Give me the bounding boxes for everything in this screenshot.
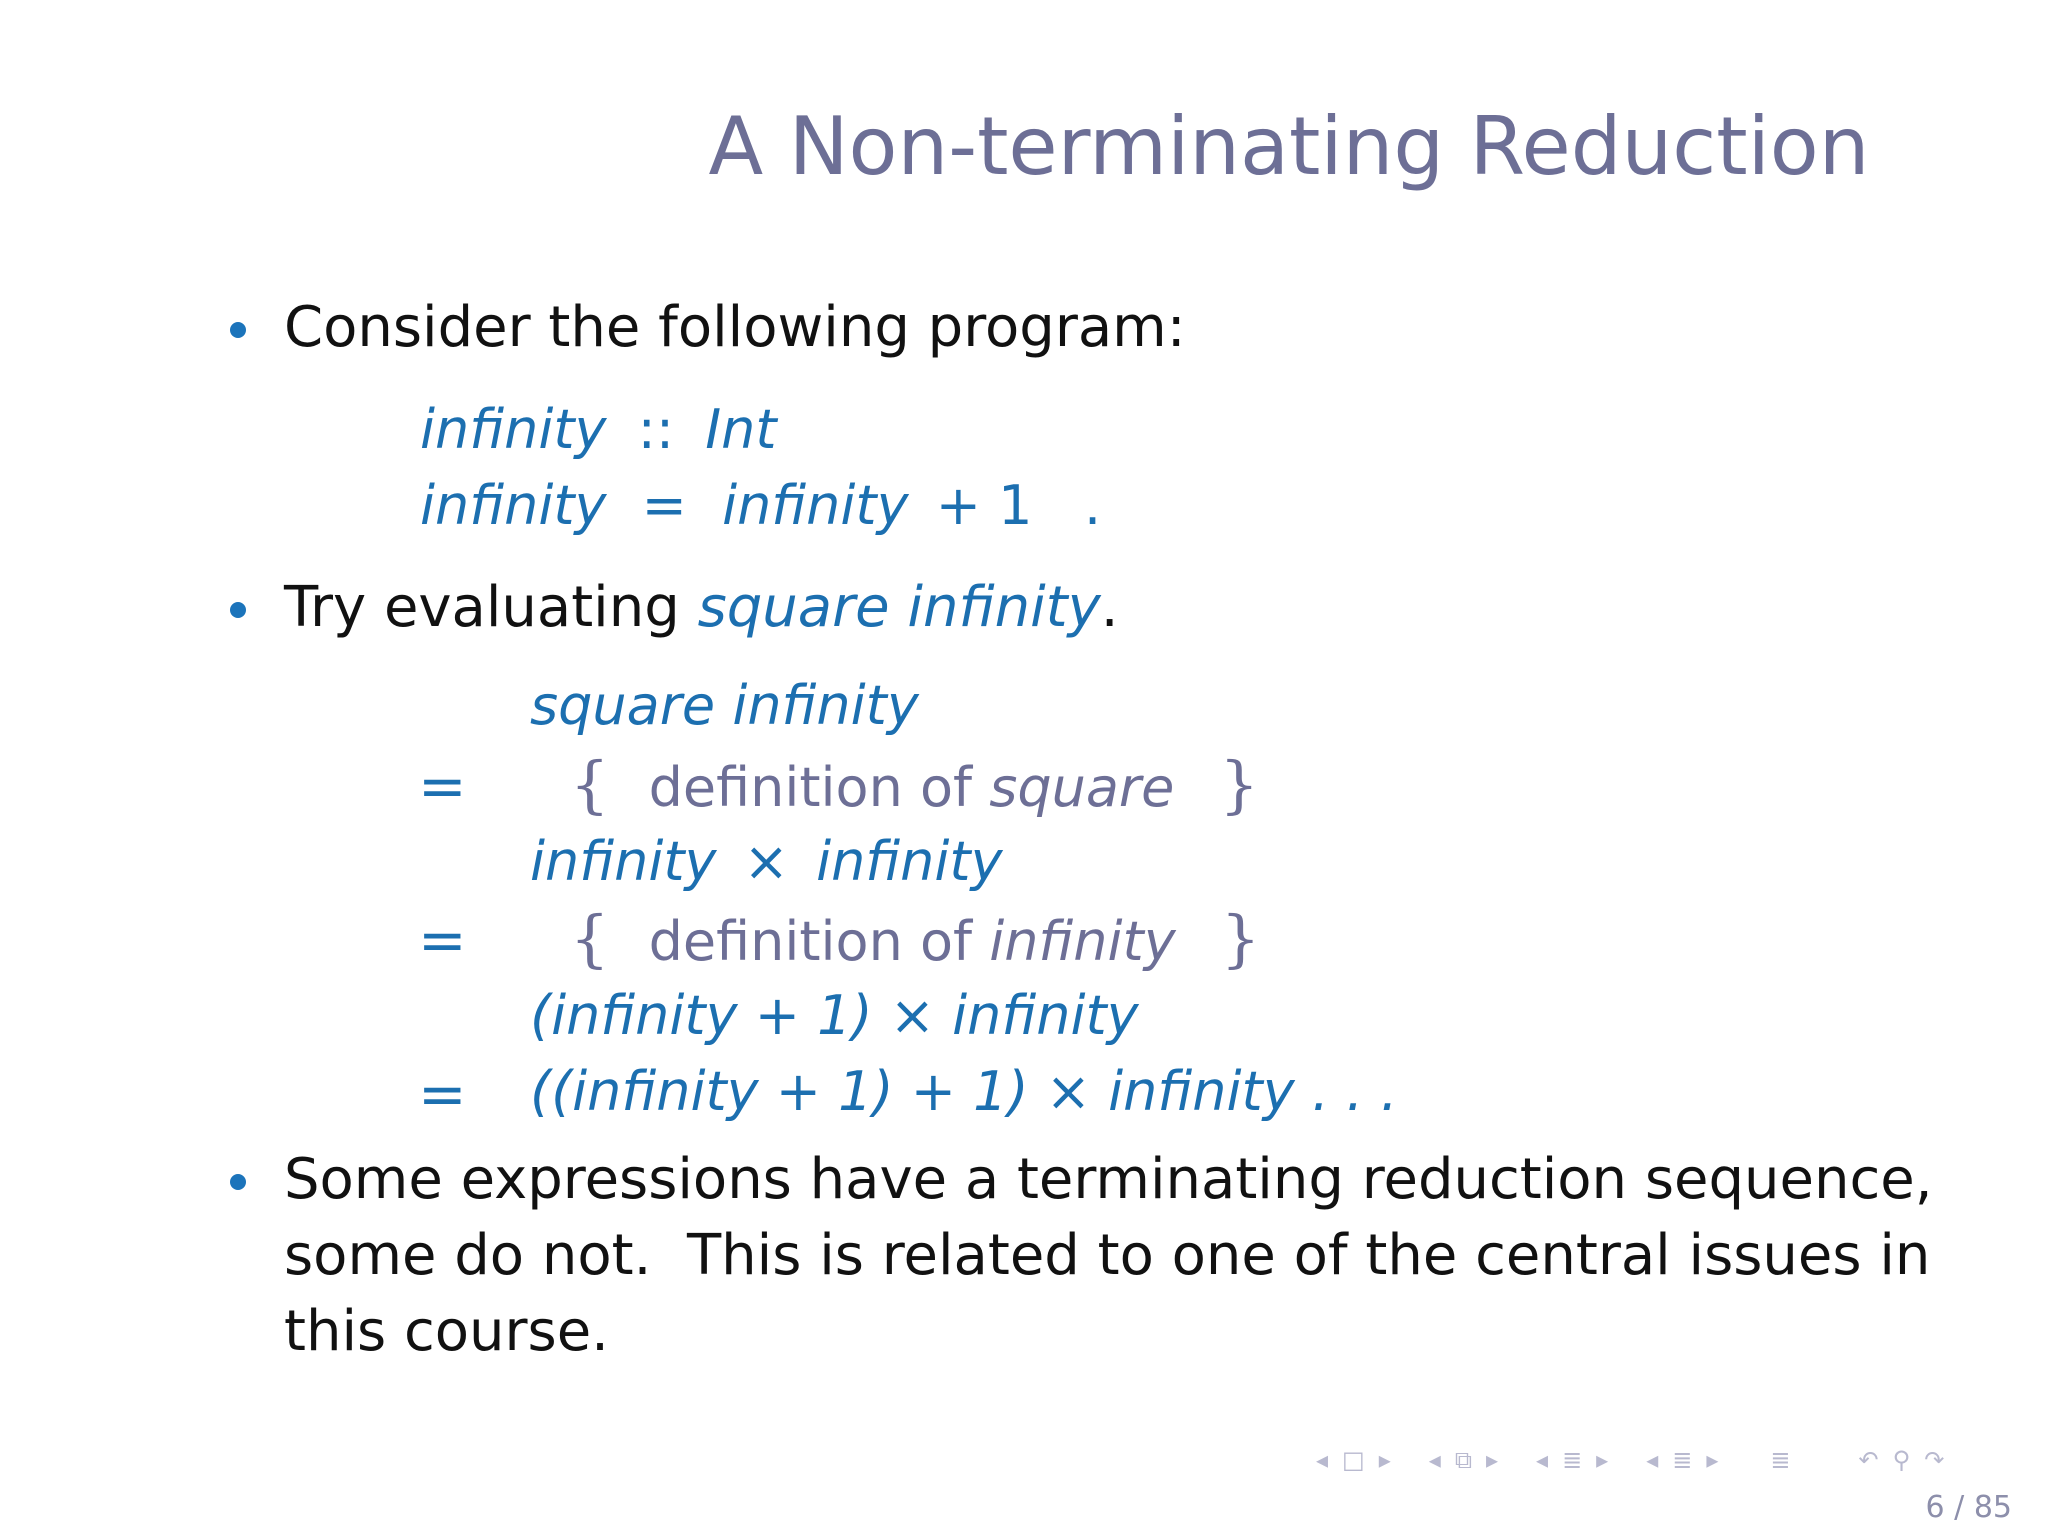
next-subsection-icon[interactable]: ▸: [1485, 1446, 1499, 1474]
frame-icon[interactable]: □: [1342, 1446, 1365, 1474]
bullet-text-3-line-1: Some expressions have a terminating reduction sequence,: [284, 1147, 1933, 1212]
prev-frame-icon[interactable]: ◂: [1316, 1446, 1329, 1474]
search-icon[interactable]: ⚲: [1892, 1446, 1911, 1474]
hint-prefix: definition of: [648, 756, 990, 819]
prev-subsection-icon[interactable]: ◂: [1428, 1446, 1441, 1474]
reduction-step-1: [530, 830, 1003, 893]
bullet-marker: [230, 1174, 246, 1190]
code-identifier: infinity: [722, 474, 909, 537]
bullet-text-3-line-3: this course.: [284, 1299, 609, 1364]
next-slide-icon[interactable]: ▸: [1706, 1446, 1719, 1474]
reduction-step-0: square infinity: [530, 674, 919, 737]
slide-icon[interactable]: ≣: [1672, 1446, 1693, 1474]
bullet-2-expression: square infinity: [697, 575, 1101, 640]
code-type: Int: [705, 398, 777, 461]
step-1-right: infinity: [816, 830, 1003, 893]
open-brace: {: [570, 748, 610, 821]
subsection-icon[interactable]: ⧉: [1454, 1446, 1472, 1474]
reduction-hint-2: [570, 902, 1260, 975]
bullet-marker: [230, 602, 246, 618]
bullet-text-2: [284, 570, 1119, 646]
prev-section-icon[interactable]: ◂: [1536, 1446, 1549, 1474]
times-operator: ×: [743, 830, 789, 893]
reduction-equals: =: [418, 752, 467, 820]
hint-term: square: [989, 756, 1175, 819]
hint-prefix: definition of: [648, 910, 990, 973]
reduction-hint-1: [570, 748, 1259, 821]
step-1-left: infinity: [530, 830, 717, 893]
open-brace: {: [570, 902, 610, 975]
toc-icon[interactable]: ≣: [1770, 1446, 1791, 1474]
hint-term: infinity: [989, 910, 1176, 973]
back-icon[interactable]: ↶: [1858, 1446, 1879, 1474]
bullet-text-1: Consider the following program:: [284, 295, 1186, 360]
bullet-2-prefix: Try evaluating: [284, 575, 698, 640]
close-brace: }: [1219, 748, 1259, 821]
code-rest: + 1 .: [935, 474, 1102, 537]
bullet-marker: [230, 322, 246, 338]
beamer-navigation-bar: [1316, 1440, 2036, 1480]
bullet-text-3-line-2: some do not. This is related to one of the central issues in: [284, 1223, 1931, 1288]
prev-slide-icon[interactable]: ◂: [1646, 1446, 1659, 1474]
code-identifier: infinity: [420, 474, 607, 537]
bullet-2-suffix: .: [1100, 575, 1119, 640]
section-icon[interactable]: ≣: [1562, 1446, 1583, 1474]
page-number: 6 / 85: [1925, 1490, 2012, 1525]
reduction-equals: =: [418, 906, 467, 974]
code-line-2: [420, 474, 1101, 537]
next-section-icon[interactable]: ▸: [1596, 1446, 1609, 1474]
reduction-step-3: ((infinity + 1) + 1) × infinity . . .: [530, 1060, 1398, 1123]
code-line-1: [420, 398, 777, 461]
reduction-equals: =: [418, 1060, 467, 1128]
slide-title: A Non-terminating Reduction: [708, 100, 1870, 193]
close-brace: }: [1220, 902, 1261, 975]
next-frame-icon[interactable]: ▸: [1378, 1446, 1391, 1474]
code-equals: =: [641, 474, 687, 537]
code-identifier: infinity: [420, 398, 607, 461]
code-type-separator: ::: [637, 398, 675, 461]
reduction-step-2: (infinity + 1) × infinity: [530, 984, 1139, 1047]
forward-icon[interactable]: ↷: [1924, 1446, 1945, 1474]
